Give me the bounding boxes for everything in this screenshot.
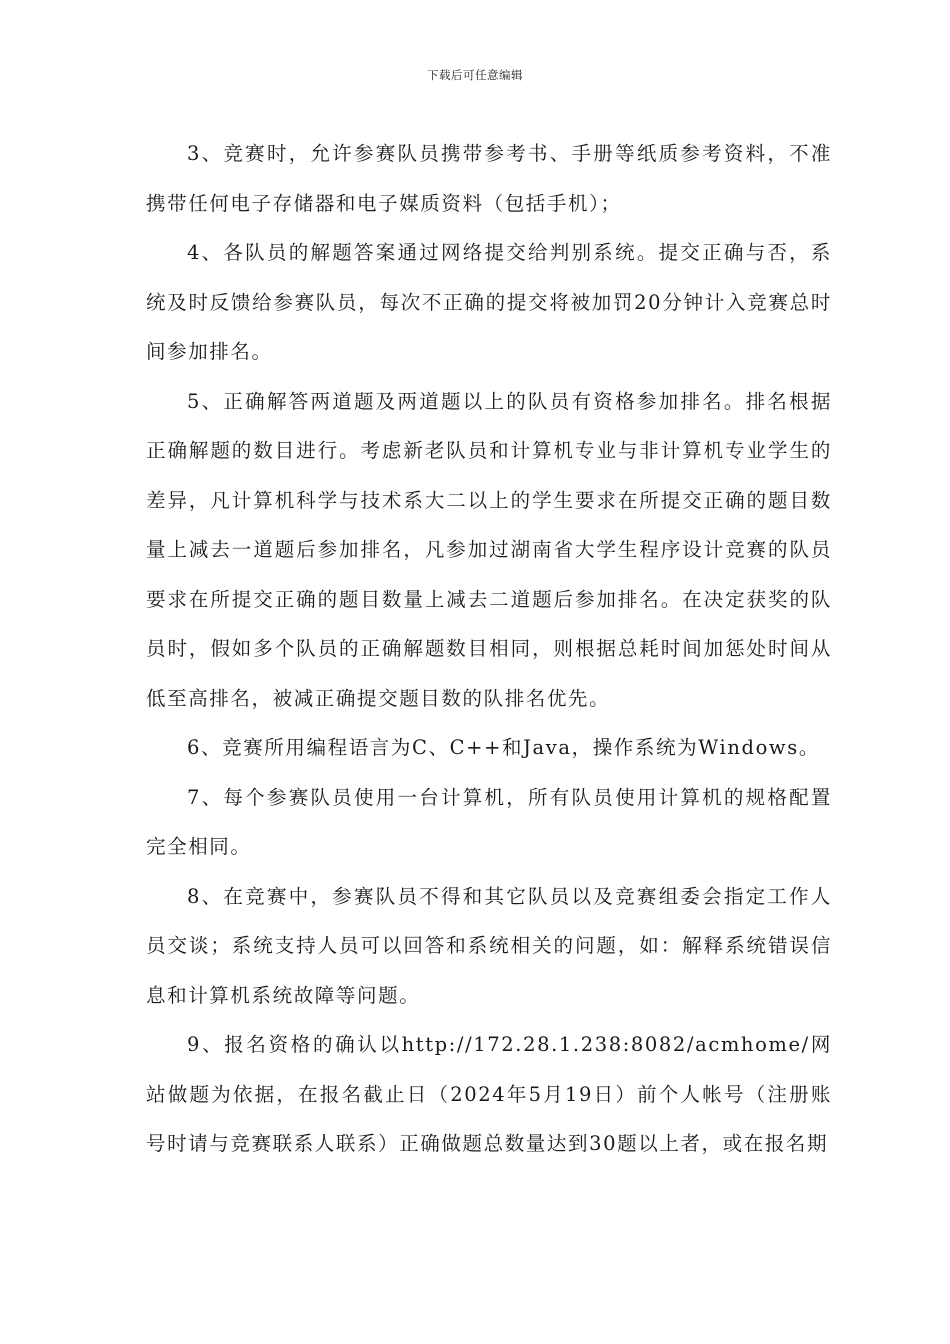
paragraph-rule-6: 6、竞赛所用编程语言为C、C++和Java，操作系统为Windows。 (187, 736, 820, 759)
document-body (146, 129, 832, 1169)
paragraph-rule-7: 7、每个参赛队员使用一台计算机，所有队员使用计算机的规格配置完全相同。 (146, 785, 832, 858)
page-header: 下载后可任意编辑 (427, 68, 523, 82)
paragraph-rule-9: 9、报名资格的确认以http://172.28.1.238:8082/acmhome/网站做题为依据，在报名截止日（2024年5月19日）前个人帐号（注册账号时请与竞赛联系人联系）正确做题总数量达到30题以上者，或在报名期 (146, 1033, 832, 1155)
paragraph-rule-3: 3、竞赛时，允许参赛队员携带参考书、手册等纸质参考资料，不准携带任何电子存储器和电子媒质资料（包括手机）； (146, 142, 832, 215)
paragraph-rule-8: 8、在竞赛中，参赛队员不得和其它队员以及竞赛组委会指定工作人员交谈；系统支持人员可以回答和系统相关的问题，如：解释系统错误信息和计算机系统故障等问题。 (146, 884, 832, 1007)
paragraph-rule-5: 5、正确解答两道题及两道题以上的队员有资格参加排名。排名根据正确解题的数目进行。考虑新老队员和计算机专业与非计算机专业学生的差异，凡计算机科学与技术系大二以上的学生要求在所提交正确的题目数量上减去一道题后参加排名，凡参加过湖南省大学生程序设计竞赛的队员要求在所提交正确的题目数量上减去二道题后参加排名。在决定获奖的队员时，假如多个队员的正确解题数目相同，则根据总耗时间加惩处时间从低至高排名，被减正确提交题目数的队排名优先。 (146, 389, 832, 710)
paragraph-rule-4: 4、各队员的解题答案通过网络提交给判别系统。提交正确与否，系统及时反馈给参赛队员，每次不正确的提交将被加罚20分钟计入竞赛总时间参加排名。 (146, 241, 832, 363)
